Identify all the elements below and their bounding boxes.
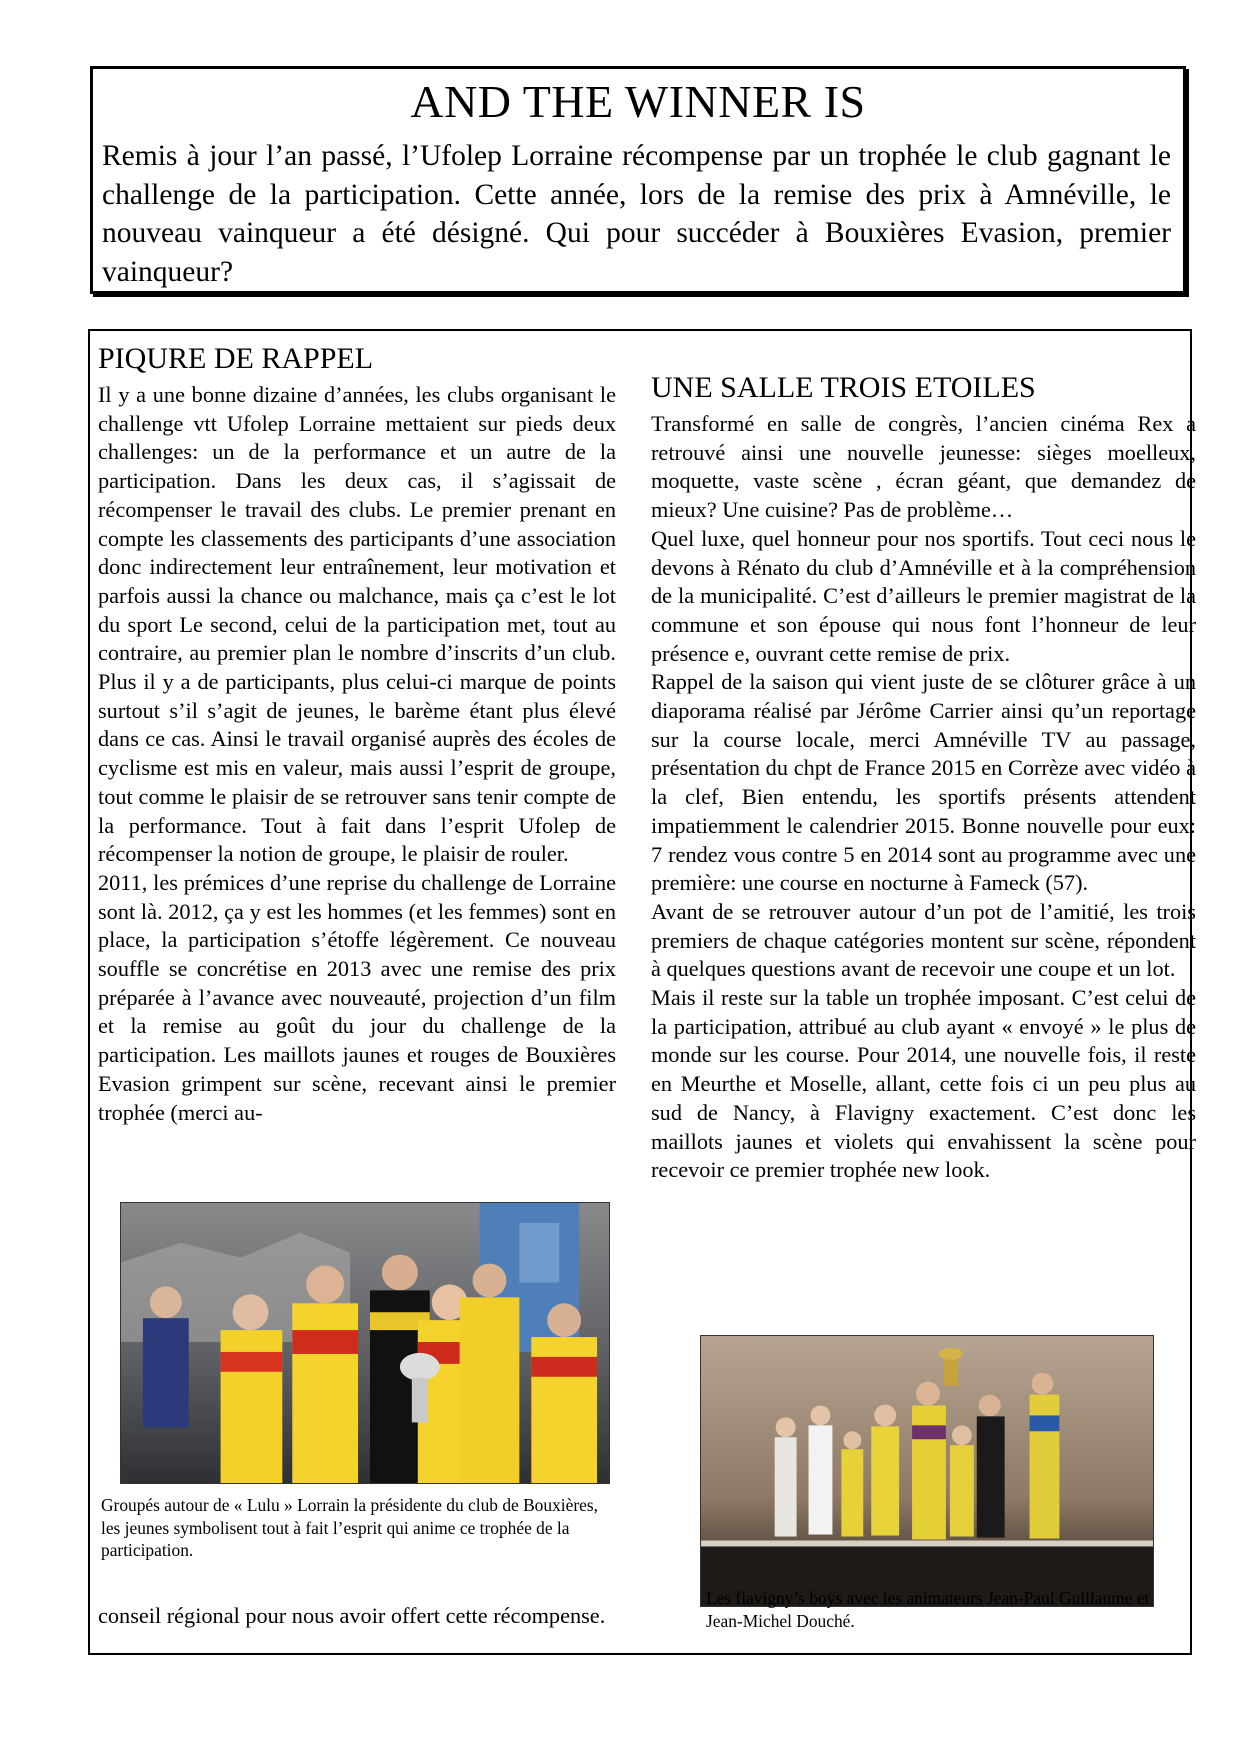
right-column-text: [651, 410, 1196, 1185]
left-continuation-text: conseil régional pour nous avoir offert cette récompense.: [98, 1603, 606, 1628]
left-paragraph: Il y a une bonne dizaine d’années, les clubs organisant le challenge vtt Ufolep Lorraine mettaient sur pieds deux challenges: un de la performance et un autre de la participation. Dans les deux cas, il s’agissait de récompenser le travail des clubs. Le premier prenant en compte les classements des participants d’une association donc indirectement leur entraînement, leur motivation et parfois aussi la chance ou malchance, mais ça c’est le lot du sport Le second, celui de la participation met, tout au contraire, au premier plan le nombre d’inscrits d’un club. Plus il y a de participants, plus celui-ci marque de points surtout s’il s’agit de jeunes, le barème étant plus élevé dans ce cas. Ainsi le travail organisé auprès des écoles de cyclisme est mis en valeur, mais aussi l’esprit de groupe, tout comme le plaisir de se retrouver sans tenir compte de la performance. Tout à fait dans l’esprit Ufolep de récompenser la notion de groupe, le plaisir de rouler.: [98, 382, 616, 867]
right-column-title: UNE SALLE TROIS ETOILES: [651, 371, 1036, 404]
header-box: [90, 66, 1186, 294]
intro-text: Remis à jour l’an passé, l’Ufolep Lorraine récompense par un trophée le club gagnant le challenge de la participation. Cette année, lors de la remise des prix à Amnéville, le nouveau vainqueur a été désigné. Qui pour succéder à Bouxières Evasion, premier vainqueur?: [102, 140, 1171, 288]
page-title: AND THE WINNER IS: [410, 76, 866, 127]
right-paragraph: Transformé en salle de congrès, l’ancien cinéma Rex a retrouvé ainsi une nouvelle jeunesse: sièges moelleux, moquette, vaste scène , écran géant, que demandez de mieux? Une cuisine? Pas de problème…: [651, 411, 1196, 523]
left-paragraph: 2011, les prémices d’une reprise du challenge de Lorraine sont là. 2012, ça y est les hommes (et les femmes) sont en place, la participation s’étoffe légèrement. Ce nouveau souffle se concrétise en 2013 avec une remise des prix préparée à l’avance avec nouveauté, projection d’un film et la remise au goût du jour du challenge de la participation. Les maillots jaunes et rouges de Bouxières Evasion grimpent sur scène, recevant ainsi le premier trophée (merci au-: [98, 869, 616, 1125]
left-photo-caption: Groupés autour de « Lulu » Lorrain la présidente du club de Bouxières, les jeunes symbolisent tout à fait l’esprit qui anime ce trophée de la participation.: [101, 1495, 598, 1560]
right-paragraph: Rappel de la saison qui vient juste de se clôturer grâce à un diaporama réalisé par Jérôme Carrier ainsi qu’un reportage sur la course locale, merci Amnéville TV au passage, présentation du chpt de France 2015 en Corrèze avec vidéo à la clef, Bien entendu, les sportifs présents attendent impatiemment le calendrier 2015. Bonne nouvelle pour eux: 7 rendez vous contre 5 en 2014 sont au programme avec une première: une course en nocturne à Fameck (57).: [651, 669, 1196, 896]
right-paragraph: Avant de se retrouver autour d’un pot de l’amitié, les trois premiers de chaque catégories montent sur scène, répondent à quelques questions avant de recevoir une coupe et un lot.: [651, 898, 1196, 982]
left-column-text: [98, 381, 616, 1127]
right-paragraph: Mais il reste sur la table un trophée imposant. C’est celui de la participation, attribué au club ayant « envoyé » le plus de monde sur les course. Pour 2014, une nouvelle fois, il reste en Meurthe et Moselle, allant, cette fois ci un peu plus au sud de Nancy, à Flavigny exactement. C’est donc les maillots jaunes et violets qui envahissent la scène pour recevoir ce premier trophée new look.: [651, 985, 1196, 1183]
right-paragraph: Quel luxe, quel honneur pour nos sportifs. Tout ceci nous le devons à Rénato du club d’Amnéville et à la compréhension de la municipalité. C’est d’ailleurs le premier magistrat de la commune et son épouse qui nous font l’honneur de leur présence e, ouvrant cette remise de prix.: [651, 525, 1196, 666]
bouxieres-group-photo: [120, 1202, 610, 1484]
flavigny-stage-photo: [700, 1335, 1154, 1607]
left-column-title: PIQURE DE RAPPEL: [98, 342, 374, 375]
right-photo-caption: Les flavigny’s boys avec les animateurs Jean-Paul Guillaume et Jean-Michel Douché.: [706, 1588, 1150, 1631]
